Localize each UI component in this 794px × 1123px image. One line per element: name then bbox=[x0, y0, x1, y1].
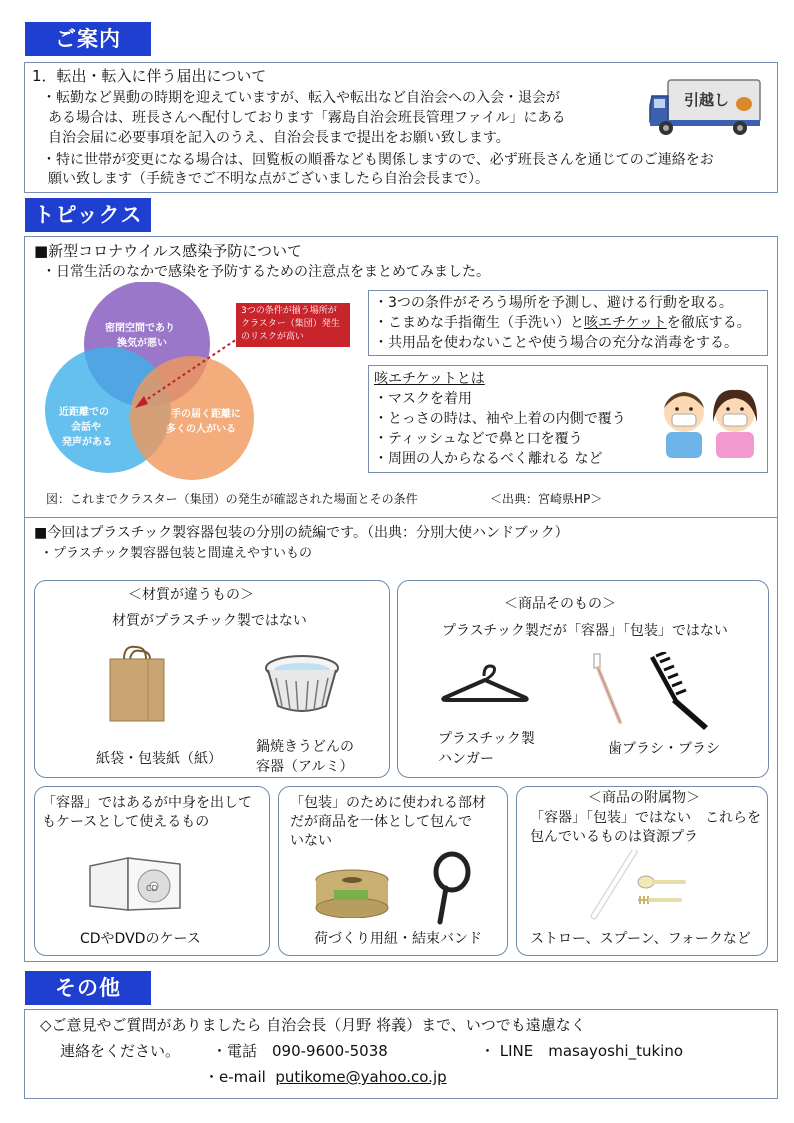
box-desc: 「包装」のために使われる部材 bbox=[290, 795, 486, 811]
contact-intro: ◇ご意見やご質問がありましたら 自治会長（月野 将義）まで、いつでも遠慮なく bbox=[40, 1016, 586, 1034]
toothbrush-illustration bbox=[590, 652, 630, 726]
notice-text: 願い致します（手続きでご不明な点がございましたら自治会長まで）。 bbox=[48, 171, 489, 187]
venn-label-top: 換気が悪い bbox=[117, 338, 167, 349]
cd-label: CD bbox=[146, 884, 158, 893]
item-label: 歯ブラシ・ブラシ bbox=[608, 741, 720, 757]
box-desc: 「容器」ではあるが中身を出して bbox=[42, 795, 252, 811]
venn-label-top: 密閉空間であり bbox=[105, 323, 175, 334]
etiquette-title: 咳エチケットとは bbox=[374, 371, 485, 387]
etiquette-item: ・とっさの時は、袖や上着の内側で覆う bbox=[374, 411, 626, 427]
etiquette-item: ・ティッシュなどで鼻と口を覆う bbox=[374, 431, 583, 447]
covid-tip: ・3つの条件がそろう場所を予測し、避ける行動を取る。 bbox=[374, 295, 733, 311]
venn-caption: 図：これまでクラスター（集団）の発生が確認された場面とその条件 bbox=[46, 492, 418, 506]
notice-item-title: 1．転出・転入に伴う届出について bbox=[32, 67, 267, 85]
item-label: 紙袋・包装紙（紙） bbox=[96, 751, 222, 767]
notice-text: ・特に世帯が変更になる場合は、回覧板の順番なども関係しますので、必ず班長さんを通じてのご連絡をお bbox=[42, 152, 714, 168]
paper-bag-illustration bbox=[106, 645, 168, 723]
contact-email-row bbox=[204, 1068, 447, 1086]
venn-label-right: 手の届く距離に bbox=[171, 409, 241, 420]
etiquette-item: ・マスクを着用 bbox=[374, 391, 472, 407]
venn-label-left: 会話や bbox=[71, 422, 101, 433]
section-header-notice: ご案内 bbox=[25, 22, 151, 56]
divider bbox=[24, 517, 778, 518]
item-label: 鍋焼きうどんの bbox=[256, 739, 354, 755]
notice-text: 自治会届に必要事項を記入のうえ、自治会長まで提出をお願い致します。 bbox=[48, 130, 510, 146]
venn-source: ＜出典：宮崎県HP＞ bbox=[490, 492, 603, 506]
contact-text: 連絡をください。 bbox=[60, 1042, 181, 1060]
plastic-title: ■今回はプラスチック製容器包装の分別の続編です。（出典：分別大使ハンドブック） bbox=[34, 525, 569, 541]
contact-line-id: ・ LINE masayoshi_tukino bbox=[480, 1042, 684, 1060]
tip-link-etiquette: 咳エチケット bbox=[584, 315, 667, 331]
email-label: ・e-mail bbox=[204, 1068, 266, 1086]
aluminum-tray-illustration bbox=[262, 650, 342, 718]
section-header-topics: トピックス bbox=[25, 198, 151, 232]
callout-line: のリスクが高い bbox=[241, 332, 304, 342]
plastic-subtitle: ・プラスチック製容器包装と間違えやすいもの bbox=[40, 546, 312, 561]
item-label: ハンガー bbox=[438, 751, 494, 767]
contact-phone: ・電話 090-9600-5038 bbox=[212, 1042, 388, 1060]
masked-children-illustration bbox=[660, 380, 760, 458]
box-desc: 包んでいるものは資源プラ bbox=[530, 829, 698, 845]
covid-subtitle: ・日常生活のなかで感染を予防するための注意点をまとめてみました。 bbox=[42, 264, 490, 280]
box-desc: 「容器」「包装」ではない これらを bbox=[530, 810, 761, 826]
tip-text: ・こまめな手指衛生（手洗い）と bbox=[374, 315, 584, 331]
box-heading: ＜材質が違うもの＞ bbox=[128, 587, 254, 603]
straw-spoon-fork-illustration bbox=[584, 850, 704, 920]
item-label: プラスチック製 bbox=[438, 731, 535, 747]
venn-label-right: 多くの人がいる bbox=[166, 424, 236, 435]
covid-title: ■新型コロナウイルス感染予防について bbox=[34, 242, 302, 260]
item-label: CDやDVDのケース bbox=[80, 931, 201, 947]
hair-brush-illustration bbox=[648, 652, 714, 730]
truck-sign: 引越し bbox=[684, 91, 730, 109]
box-desc: だが商品を一体として包んで bbox=[290, 814, 472, 830]
callout-line: 3つの条件が揃う場所が bbox=[241, 306, 337, 316]
covid-tip: ・共用品を使わないことや使う場合の充分な消毒をする。 bbox=[374, 335, 738, 351]
etiquette-item: ・周囲の人からなるべく離れる など bbox=[374, 451, 603, 467]
email-link[interactable]: putikome@yahoo.co.jp bbox=[275, 1068, 447, 1086]
notice-text: ・転勤など異動の時期を迎えていますが、転入や転出など自治会への入会・退会が bbox=[42, 90, 560, 106]
box-heading: ＜商品の附属物＞ bbox=[588, 790, 700, 806]
covid-tip bbox=[374, 314, 751, 332]
venn-label-left: 発声がある bbox=[62, 437, 112, 448]
tip-text: を徹底する。 bbox=[666, 315, 751, 331]
box-desc: 材質がプラスチック製ではない bbox=[112, 613, 307, 629]
box-desc: もケースとして使えるもの bbox=[42, 814, 210, 830]
item-label: 容器（アルミ） bbox=[256, 759, 354, 775]
callout-line: クラスター（集団）発生 bbox=[241, 319, 340, 329]
section-header-other: その他 bbox=[25, 971, 151, 1005]
item-label: ストロー、スプーン、フォークなど bbox=[530, 931, 751, 947]
twine-roll-illustration bbox=[312, 868, 392, 918]
cable-tie-illustration bbox=[426, 850, 480, 926]
box-heading: ＜商品そのもの＞ bbox=[504, 596, 616, 612]
venn-label-left: 近距離での bbox=[59, 407, 109, 418]
box-desc: いない bbox=[290, 833, 332, 849]
hanger-illustration bbox=[440, 662, 530, 704]
item-label: 荷づくり用紐・結束バンド bbox=[314, 931, 482, 947]
notice-text: ある場合は、班長さんへ配付しております「霧島自治会班長管理ファイル」にある bbox=[48, 110, 566, 126]
box-desc: プラスチック製だが「容器」「包装」ではない bbox=[442, 623, 728, 639]
cd-case-illustration bbox=[88, 856, 184, 912]
